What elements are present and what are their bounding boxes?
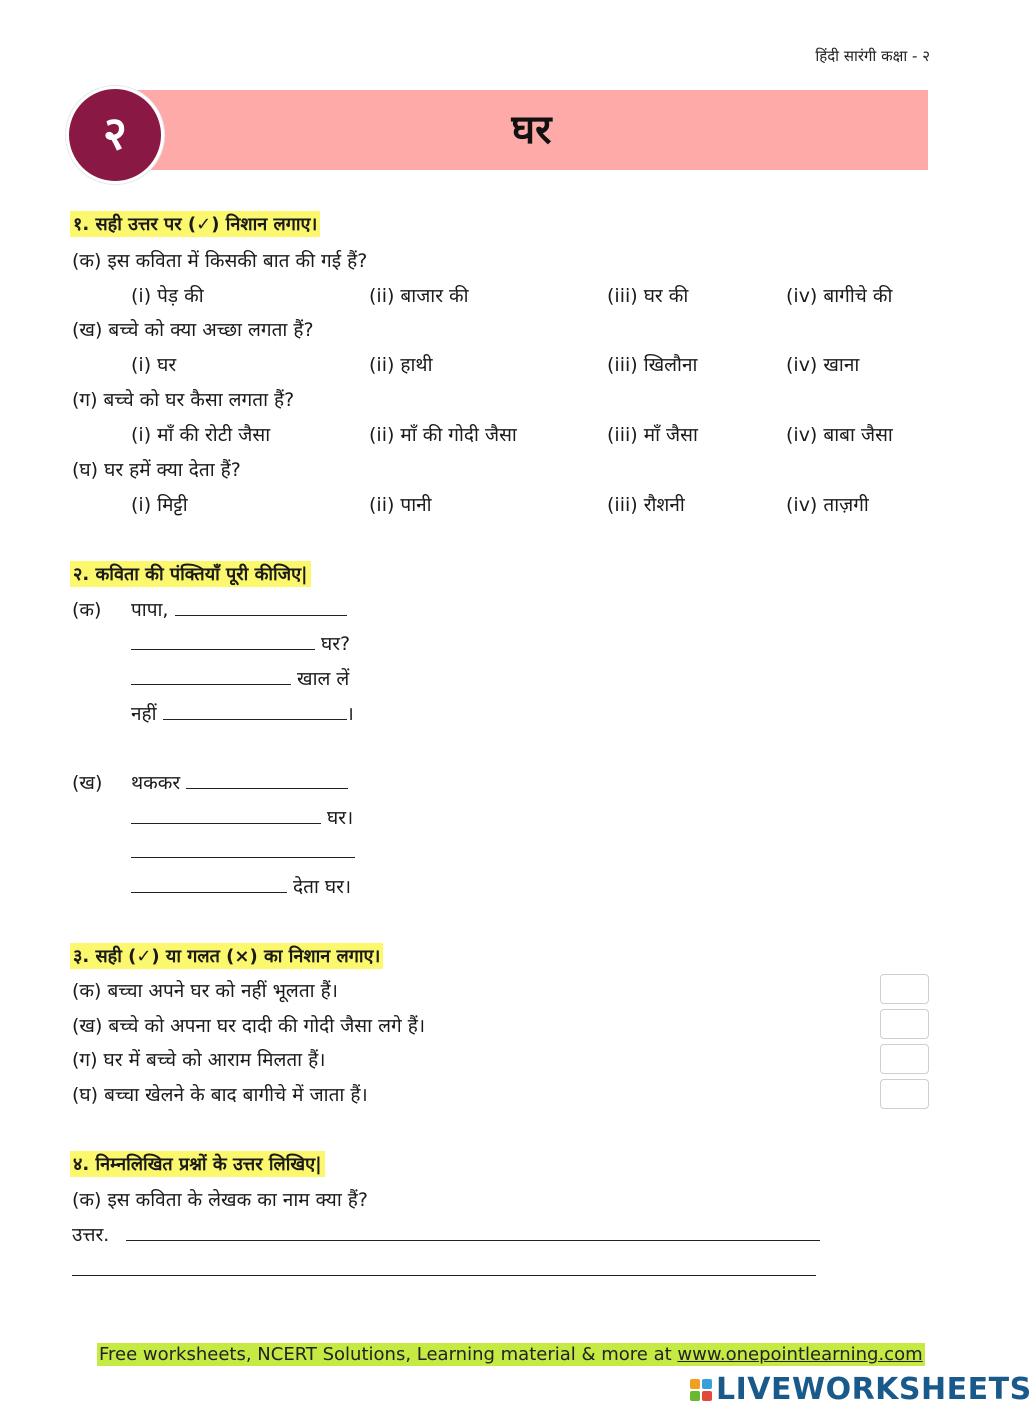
blank-b-1[interactable] bbox=[186, 770, 348, 789]
section-4-heading: ४. निम्नलिखित प्रश्नों के उत्तर लिखिए| bbox=[70, 1151, 325, 1177]
blank-a-1[interactable] bbox=[175, 597, 347, 616]
liveworksheets-logo bbox=[690, 1372, 1032, 1407]
question-4a: (क) इस कविता के लेखक का नाम क्या हैं? bbox=[72, 1189, 368, 1211]
poem-b-label: (ख) bbox=[72, 772, 103, 794]
blank-b-4[interactable] bbox=[131, 874, 287, 893]
answer-line-1[interactable] bbox=[126, 1240, 820, 1241]
chapter-number-badge: २ bbox=[66, 86, 164, 184]
answer-line-2[interactable] bbox=[72, 1275, 816, 1276]
poem-a-line-4 bbox=[131, 700, 354, 726]
chapter-title: घर bbox=[511, 107, 552, 153]
answer-box-3b[interactable] bbox=[880, 1009, 929, 1039]
poem-a-label: (क) bbox=[72, 599, 102, 621]
option-1c-iii[interactable]: (iii) माँ जैसा bbox=[607, 424, 698, 446]
poem-b-line-4 bbox=[131, 873, 351, 899]
header-note: हिंदी सारंगी कक्षा - २ bbox=[815, 47, 930, 65]
question-1d: (घ) घर हमें क्या देता हैं? bbox=[72, 459, 241, 481]
option-1a-i[interactable]: (i) पेड़ की bbox=[131, 285, 204, 307]
question-1c: (ग) बच्चे को घर कैसा लगता हैं? bbox=[72, 389, 295, 411]
poem-a-line-2 bbox=[131, 630, 350, 656]
answer-box-3c[interactable] bbox=[880, 1044, 929, 1074]
option-1d-i[interactable]: (i) मिट्टी bbox=[131, 494, 188, 516]
blank-b-3[interactable] bbox=[131, 857, 355, 858]
footer-link[interactable]: www.onepointlearning.com bbox=[677, 1344, 923, 1365]
answer-box-3d[interactable] bbox=[880, 1079, 929, 1109]
poem-a-line-4-end: । bbox=[346, 703, 354, 725]
poem-a-line-3 bbox=[131, 665, 349, 691]
option-1d-iii[interactable]: (iii) रौशनी bbox=[607, 494, 685, 516]
answer-box-3a[interactable] bbox=[880, 974, 929, 1004]
question-1a: (क) इस कविता में किसकी बात की गई हैं? bbox=[72, 250, 368, 272]
option-1c-iv[interactable]: (iv) बाबा जैसा bbox=[786, 424, 893, 446]
blank-a-4[interactable] bbox=[163, 701, 347, 720]
poem-a-line-1-text: पापा, bbox=[131, 599, 169, 621]
option-1c-ii[interactable]: (ii) माँ की गोदी जैसा bbox=[369, 424, 517, 446]
option-1b-i[interactable]: (i) घर bbox=[131, 354, 177, 376]
option-1a-ii[interactable]: (ii) बाजार की bbox=[369, 285, 469, 307]
answer-label: उत्तर. bbox=[72, 1224, 110, 1246]
section-2-heading: २. कविता की पंक्तियाँ पूरी कीजिए| bbox=[70, 561, 311, 587]
poem-b-line-2 bbox=[131, 804, 353, 830]
option-1a-iv[interactable]: (iv) बागीचे की bbox=[786, 285, 893, 307]
poem-b-line-4-text: देता घर। bbox=[293, 876, 352, 898]
footer-text: Free worksheets, NCERT Solutions, Learning material & more at bbox=[99, 1344, 678, 1365]
poem-a-line-4-text: नहीं bbox=[131, 703, 157, 725]
option-1b-iii[interactable]: (iii) खिलौना bbox=[607, 354, 698, 376]
section-3-heading: ३. सही (✓) या गलत (×) का निशान लगाए। bbox=[70, 943, 383, 969]
poem-b-line-2-text: घर। bbox=[327, 807, 354, 829]
poem-b-line-1 bbox=[131, 769, 348, 795]
poem-a-line-3-text: खाल लें bbox=[297, 668, 350, 690]
option-1d-ii[interactable]: (ii) पानी bbox=[369, 494, 432, 516]
liveworksheets-icon bbox=[690, 1379, 712, 1401]
option-1b-ii[interactable]: (ii) हाथी bbox=[369, 354, 433, 376]
poem-b-line-1-text: थककर bbox=[131, 772, 181, 794]
option-1c-i[interactable]: (i) माँ की रोटी जैसा bbox=[131, 424, 271, 446]
blank-a-3[interactable] bbox=[131, 666, 291, 685]
option-1d-iv[interactable]: (iv) ताज़गी bbox=[786, 494, 869, 516]
section-1-heading: १. सही उत्तर पर (✓) निशान लगाए। bbox=[70, 211, 320, 237]
footer-banner bbox=[97, 1343, 925, 1366]
option-1a-iii[interactable]: (iii) घर की bbox=[607, 285, 689, 307]
statement-3c: (ग) घर में बच्चे को आराम मिलता हैं। bbox=[72, 1049, 326, 1071]
statement-3d: (घ) बच्चा खेलने के बाद बागीचे में जाता हैं। bbox=[72, 1084, 368, 1106]
statement-3a: (क) बच्चा अपने घर को नहीं भूलता हैं। bbox=[72, 980, 338, 1002]
poem-a-line-2-text: घर? bbox=[321, 633, 351, 655]
question-1b: (ख) बच्चे को क्या अच्छा लगता हैं? bbox=[72, 319, 314, 341]
liveworksheets-wordmark: LIVEWORKSHEETS bbox=[716, 1372, 1032, 1407]
blank-b-2[interactable] bbox=[131, 805, 321, 824]
blank-a-2[interactable] bbox=[131, 631, 315, 650]
option-1b-iv[interactable]: (iv) खाना bbox=[786, 354, 860, 376]
poem-a-line-1 bbox=[131, 596, 347, 622]
statement-3b: (ख) बच्चे को अपना घर दादी की गोदी जैसा लगे हैं। bbox=[72, 1015, 426, 1037]
